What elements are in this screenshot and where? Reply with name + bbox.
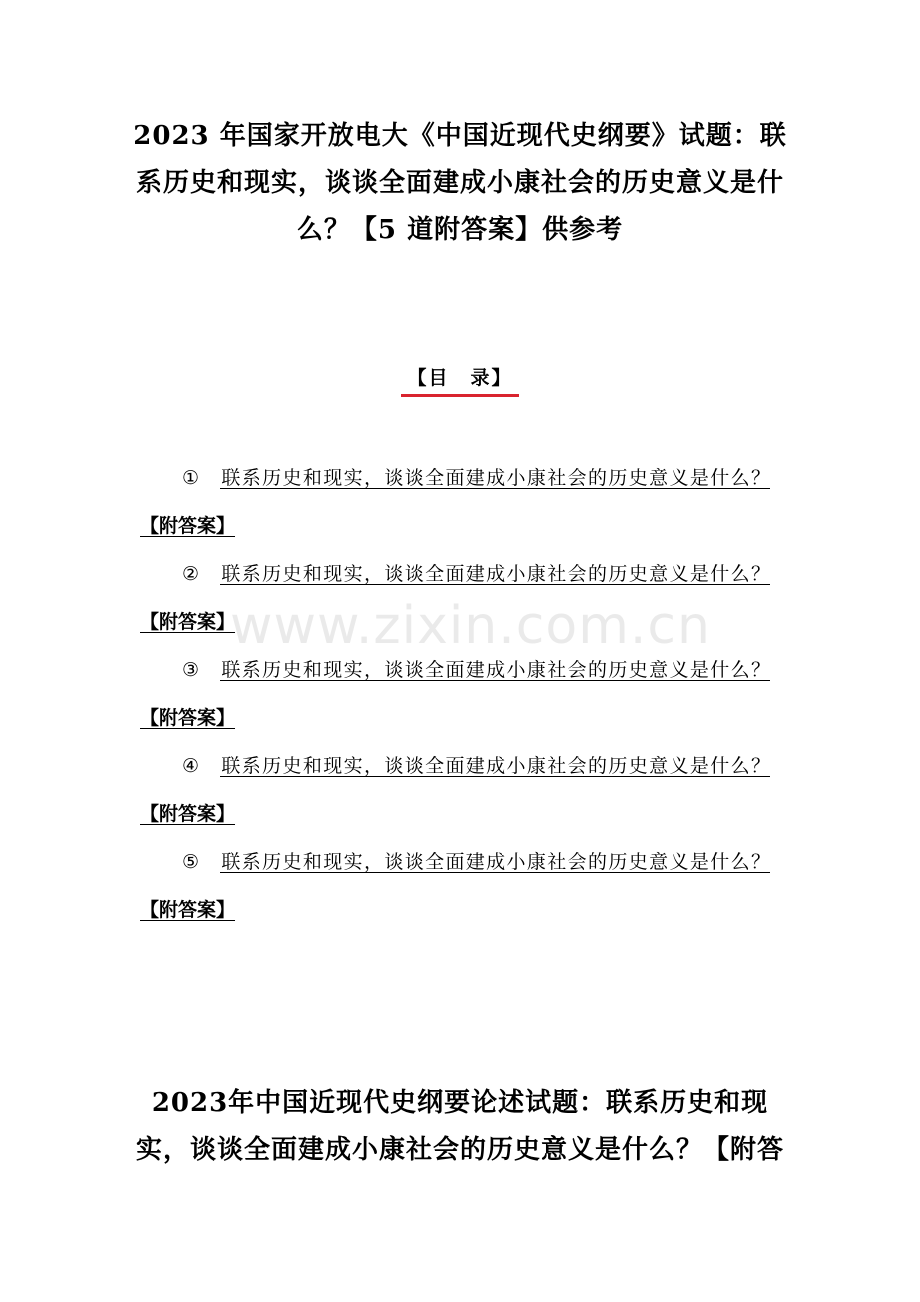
toc-item-number: ① <box>182 467 200 489</box>
toc-heading <box>0 364 920 397</box>
watermark: www.zixin.com.cn <box>230 596 711 656</box>
toc-item-2[interactable] <box>140 550 770 646</box>
toc-item-link[interactable]: 联系历史和现实，谈谈全面建成小康社会的历史意义是什么？ <box>220 851 770 873</box>
toc-heading-label: 【目 录】 <box>401 364 518 397</box>
toc-item-tag[interactable]: 【附答案】 <box>140 707 236 729</box>
toc-item-link[interactable]: 联系历史和现实，谈谈全面建成小康社会的历史意义是什么？ <box>220 563 770 585</box>
toc-item-1[interactable] <box>140 454 770 550</box>
toc-item-tag[interactable]: 【附答案】 <box>140 803 236 825</box>
toc-item-tag[interactable]: 【附答案】 <box>140 611 236 633</box>
toc-item-5[interactable] <box>140 838 770 934</box>
toc-list <box>140 454 770 934</box>
toc-item-number: ② <box>182 563 200 585</box>
toc-item-4[interactable] <box>140 742 770 838</box>
toc-item-number: ③ <box>182 659 200 681</box>
document-title: 2023 年国家开放电大《中国近现代史纲要》试题：联系历史和现实，谈谈全面建成小康社会的历史意义是什么？【5 道附答案】供参考 <box>133 121 787 245</box>
toc-item-3[interactable] <box>140 646 770 742</box>
toc-item-number: ⑤ <box>182 851 200 873</box>
toc-item-tag[interactable]: 【附答案】 <box>140 515 236 537</box>
section-title: 2023年中国近现代史纲要论述试题：联系历史和现实，谈谈全面建成小康社会的历史意义是什么？【附答 <box>135 1088 784 1165</box>
toc-item-number: ④ <box>182 755 200 777</box>
toc-item-link[interactable]: 联系历史和现实，谈谈全面建成小康社会的历史意义是什么？ <box>220 755 770 777</box>
toc-item-link[interactable]: 联系历史和现实，谈谈全面建成小康社会的历史意义是什么？ <box>220 467 770 489</box>
toc-item-link[interactable]: 联系历史和现实，谈谈全面建成小康社会的历史意义是什么？ <box>220 659 770 681</box>
toc-item-tag[interactable]: 【附答案】 <box>140 899 236 921</box>
